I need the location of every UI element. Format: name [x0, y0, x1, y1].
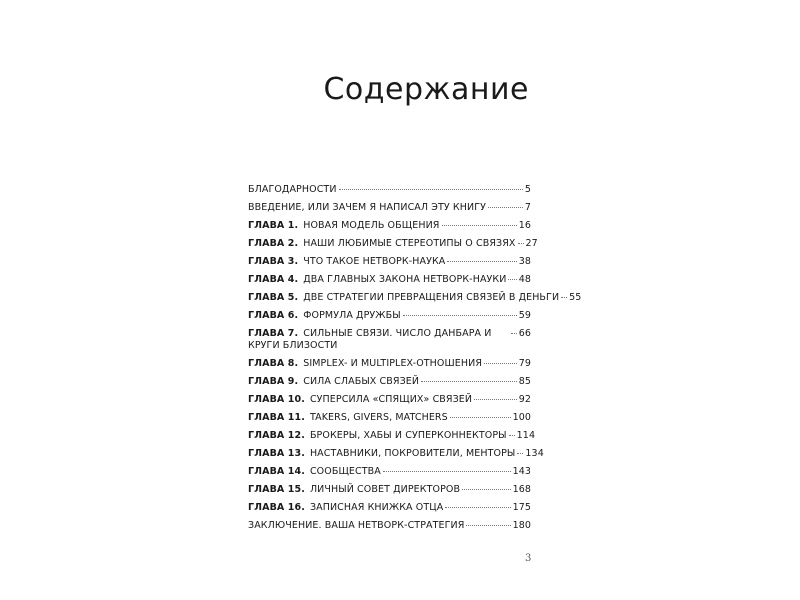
toc-page-number: 38 — [518, 256, 531, 267]
toc-entry — [248, 394, 531, 406]
page-number: 3 — [525, 553, 532, 564]
toc-page-number: 27 — [525, 238, 538, 249]
toc-entry — [248, 202, 531, 214]
toc-entry — [248, 358, 531, 370]
toc-entry — [248, 292, 582, 304]
toc-entry-label — [248, 502, 443, 514]
dot-leader — [508, 279, 516, 280]
toc-page-number: 79 — [518, 358, 531, 369]
toc-entry — [248, 466, 531, 478]
toc-entry-label — [248, 310, 401, 322]
toc-entry — [248, 448, 544, 460]
toc-chapter-title: ЧТО ТАКОЕ НЕТВОРК-НАУКА — [303, 256, 446, 267]
toc-entry-label — [248, 256, 445, 268]
toc-chapter-title: ДВЕ СТРАТЕГИИ ПРЕВРАЩЕНИЯ СВЯЗЕЙ В ДЕНЬГИ — [303, 292, 560, 303]
toc-chapter-title: ВВЕДЕНИЕ, ИЛИ ЗАЧЕМ Я НАПИСАЛ ЭТУ КНИГУ — [248, 202, 486, 213]
toc-entry-label — [248, 484, 460, 496]
table-of-contents — [248, 184, 582, 538]
dot-leader — [445, 507, 510, 508]
dot-leader — [484, 363, 517, 364]
toc-entry — [248, 430, 536, 442]
toc-entry-label — [248, 238, 516, 250]
toc-chapter-number: ГЛАВА 12. — [248, 430, 305, 441]
toc-entry — [248, 274, 531, 286]
toc-chapter-number: ГЛАВА 5. — [248, 292, 299, 303]
toc-page-number: 16 — [518, 220, 531, 231]
toc-chapter-title: НАСТАВНИКИ, ПОКРОВИТЕЛИ, МЕНТОРЫ — [309, 448, 516, 459]
toc-entry-label — [248, 466, 381, 478]
toc-chapter-title: ФОРМУЛА ДРУЖБЫ — [303, 310, 401, 321]
toc-chapter-number: ГЛАВА 13. — [248, 448, 305, 459]
toc-page-number: 180 — [512, 520, 531, 531]
toc-chapter-title: TAKERS, GIVERS, MATCHERS — [309, 412, 448, 423]
toc-chapter-title: СУПЕРСИЛА «СПЯЩИХ» СВЯЗЕЙ — [309, 394, 473, 405]
toc-entry-label — [248, 430, 507, 442]
toc-entry — [248, 310, 531, 322]
toc-entry-label — [248, 394, 472, 406]
toc-entry-label — [248, 292, 559, 304]
toc-entry — [248, 484, 531, 496]
toc-entry-label — [248, 202, 486, 214]
toc-chapter-number: ГЛАВА 7. — [248, 328, 299, 339]
toc-chapter-number: ГЛАВА 2. — [248, 238, 299, 249]
toc-chapter-title: СИЛЬНЫЕ СВЯЗИ. ЧИСЛО ДАНБАРА И КРУГИ БЛИЗОСТИ — [248, 328, 492, 351]
dot-leader — [517, 453, 523, 454]
toc-chapter-title: БЛАГОДАРНОСТИ — [248, 184, 337, 195]
dot-leader — [462, 489, 510, 490]
toc-entry — [248, 520, 531, 532]
toc-entry-label — [248, 328, 509, 352]
toc-entry-label — [248, 448, 515, 460]
toc-page-number: 66 — [518, 328, 531, 339]
page-title: Содержание — [323, 72, 529, 107]
dot-leader — [509, 435, 515, 436]
toc-entry — [248, 502, 531, 514]
toc-entry — [248, 256, 531, 268]
dot-leader — [488, 207, 523, 208]
toc-chapter-number: ГЛАВА 6. — [248, 310, 299, 321]
toc-chapter-title: ЗАПИСНАЯ КНИЖКА ОТЦА — [309, 502, 444, 513]
toc-chapter-title: НОВАЯ МОДЕЛЬ ОБЩЕНИЯ — [303, 220, 440, 231]
toc-chapter-title: БРОКЕРЫ, ХАБЫ И СУПЕРКОННЕКТОРЫ — [309, 430, 507, 441]
toc-entry — [248, 184, 531, 196]
toc-entry-label — [248, 376, 419, 388]
dot-leader — [518, 243, 524, 244]
dot-leader — [421, 381, 517, 382]
toc-entry-label — [248, 274, 506, 286]
toc-page-number: 114 — [516, 430, 536, 441]
toc-chapter-number: ГЛАВА 4. — [248, 274, 299, 285]
toc-entry — [248, 220, 531, 232]
toc-chapter-title: ЛИЧНЫЙ СОВЕТ ДИРЕКТОРОВ — [309, 484, 461, 495]
toc-chapter-number: ГЛАВА 16. — [248, 502, 305, 513]
toc-entry — [248, 328, 531, 352]
dot-leader — [339, 189, 523, 190]
toc-chapter-number: ГЛАВА 3. — [248, 256, 299, 267]
toc-chapter-number: ГЛАВА 11. — [248, 412, 305, 423]
toc-entry-label — [248, 220, 440, 232]
toc-page-number: 134 — [525, 448, 544, 459]
toc-chapter-title: ЗАКЛЮЧЕНИЕ. ВАША НЕТВОРК-СТРАТЕГИЯ — [248, 520, 465, 531]
toc-page-number: 5 — [524, 184, 531, 195]
toc-page-number: 143 — [512, 466, 531, 477]
dot-leader — [466, 525, 510, 526]
toc-chapter-number: ГЛАВА 15. — [248, 484, 305, 495]
dot-leader — [447, 261, 516, 262]
toc-page-number: 85 — [518, 376, 531, 387]
dot-leader — [403, 315, 517, 316]
dot-leader — [511, 333, 517, 334]
toc-page-number: 92 — [518, 394, 531, 405]
dot-leader — [561, 297, 567, 298]
toc-page-number: 175 — [512, 502, 531, 513]
toc-chapter-number: ГЛАВА 10. — [248, 394, 305, 405]
toc-entry — [248, 376, 531, 388]
toc-chapter-title: СИЛА СЛАБЫХ СВЯЗЕЙ — [303, 376, 420, 387]
dot-leader — [450, 417, 511, 418]
toc-page-number: 100 — [512, 412, 531, 423]
toc-entry-label — [248, 412, 448, 424]
dot-leader — [442, 225, 517, 226]
toc-chapter-number: ГЛАВА 8. — [248, 358, 299, 369]
toc-entry-label — [248, 184, 337, 196]
toc-chapter-title: SIMPLEX- И MULTIPLEX-ОТНОШЕНИЯ — [303, 358, 483, 369]
toc-page-number: 48 — [518, 274, 531, 285]
toc-entry — [248, 238, 538, 250]
toc-chapter-title: ДВА ГЛАВНЫХ ЗАКОНА НЕТВОРК-НАУКИ — [303, 274, 507, 285]
toc-chapter-number: ГЛАВА 14. — [248, 466, 305, 477]
dot-leader — [383, 471, 511, 472]
toc-chapter-title: СООБЩЕСТВА — [309, 466, 381, 477]
toc-page-number: 168 — [512, 484, 531, 495]
toc-chapter-title: НАШИ ЛЮБИМЫЕ СТЕРЕОТИПЫ О СВЯЗЯХ — [303, 238, 516, 249]
toc-entry-label — [248, 520, 464, 532]
toc-chapter-number: ГЛАВА 1. — [248, 220, 299, 231]
toc-page-number: 7 — [524, 202, 531, 213]
toc-page-number: 55 — [569, 292, 582, 303]
toc-page-number: 59 — [518, 310, 531, 321]
toc-chapter-number: ГЛАВА 9. — [248, 376, 299, 387]
dot-leader — [474, 399, 517, 400]
toc-entry-label — [248, 358, 482, 370]
toc-entry — [248, 412, 531, 424]
